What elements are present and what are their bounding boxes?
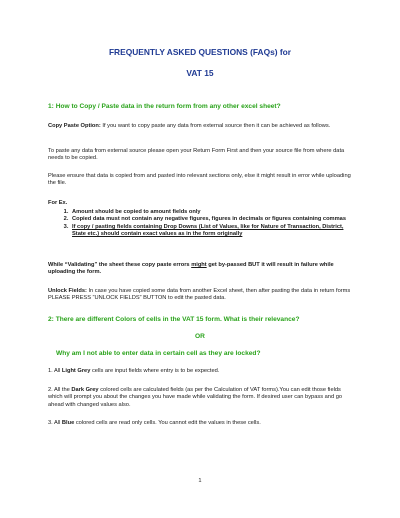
page-number: 1 bbox=[198, 478, 202, 484]
question-2: 2: There are different Colors of cells in the VAT 15 form. What is their relevance? bbox=[48, 316, 300, 323]
unlock-paragraph bbox=[48, 288, 352, 303]
validating-text-a: While “Validating” the sheet these copy paste errors bbox=[48, 262, 192, 268]
question-2-or: OR bbox=[195, 333, 205, 340]
validating-text-b: get by-passed BUT it will result in failure while uploading the form. bbox=[48, 262, 334, 276]
doc-title-line2: VAT 15 bbox=[186, 68, 214, 78]
color-item-1-text: cells are input fields where entry is to be expected. bbox=[90, 368, 220, 374]
color-item-3-bold: Blue bbox=[61, 420, 75, 426]
example-item: 3. If copy / pasting fields containing Drop Downs (List of Values, like for Nature of Transaction, District, State etc.) should contain exact values as in the form originally bbox=[70, 224, 352, 239]
example-item: 1. Amount should be copied to amount fields only bbox=[70, 209, 352, 216]
ensure-paragraph: Please ensure that data is copied from and pasted into relevant sections only, else it might result in error while uploading the file. bbox=[48, 173, 351, 187]
question-1: 1: How to Copy / Paste data in the return form from any other excel sheet? bbox=[48, 103, 281, 110]
color-item-2-bold: Dark Grey bbox=[71, 387, 99, 393]
color-item-1-bold: Light Grey bbox=[61, 368, 91, 374]
unlock-label: Unlock Fields: bbox=[48, 288, 87, 294]
validating-might: might bbox=[191, 262, 207, 268]
validating-paragraph bbox=[48, 262, 352, 277]
color-item-1 bbox=[48, 368, 352, 375]
color-item-2-text: colored cells are calculated fields (as per the Calculation of VAT forms).You can edit those fields which will prompt you about the changes you have made while validating the form. If desired user can bypass and go ahead with changed values also. bbox=[48, 387, 343, 408]
copy-paste-text: If you want to copy paste any data from external source then it can be achieved as follows. bbox=[100, 123, 331, 129]
color-item-3 bbox=[48, 420, 352, 427]
for-example-label: For Ex. bbox=[48, 200, 68, 206]
doc-title-line1: FREQUENTLY ASKED QUESTIONS (FAQs) for bbox=[108, 47, 292, 57]
example-list bbox=[48, 209, 352, 239]
color-item-3-prefix: 3. All bbox=[48, 420, 62, 426]
color-item-2 bbox=[48, 387, 352, 409]
example-item: 2. Copied data must not contain any negative figures, figures in decimals or figures containing commas bbox=[70, 216, 352, 223]
question-2b: Why am I not able to enter data in certain cell as they are locked? bbox=[56, 350, 261, 357]
color-item-2-prefix: 2. All the bbox=[48, 387, 72, 393]
copy-paste-label: Copy Paste Option: bbox=[48, 123, 101, 129]
color-item-3-text: colored cells are read only cells. You cannot edit the values in these cells. bbox=[74, 420, 261, 426]
paste-paragraph: To paste any data from external source please open your Return Form First and then your source file from where data needs to be copied. bbox=[48, 148, 345, 162]
color-item-1-prefix: 1. All bbox=[48, 368, 62, 374]
unlock-text: In case you have copied some data from another Excel sheet, then after pasting the data in return forms PLEASE PRESS “UNLOCK FIELDS” BUTTON to edit the pasted data. bbox=[48, 288, 351, 302]
copy-paste-paragraph bbox=[48, 123, 352, 130]
